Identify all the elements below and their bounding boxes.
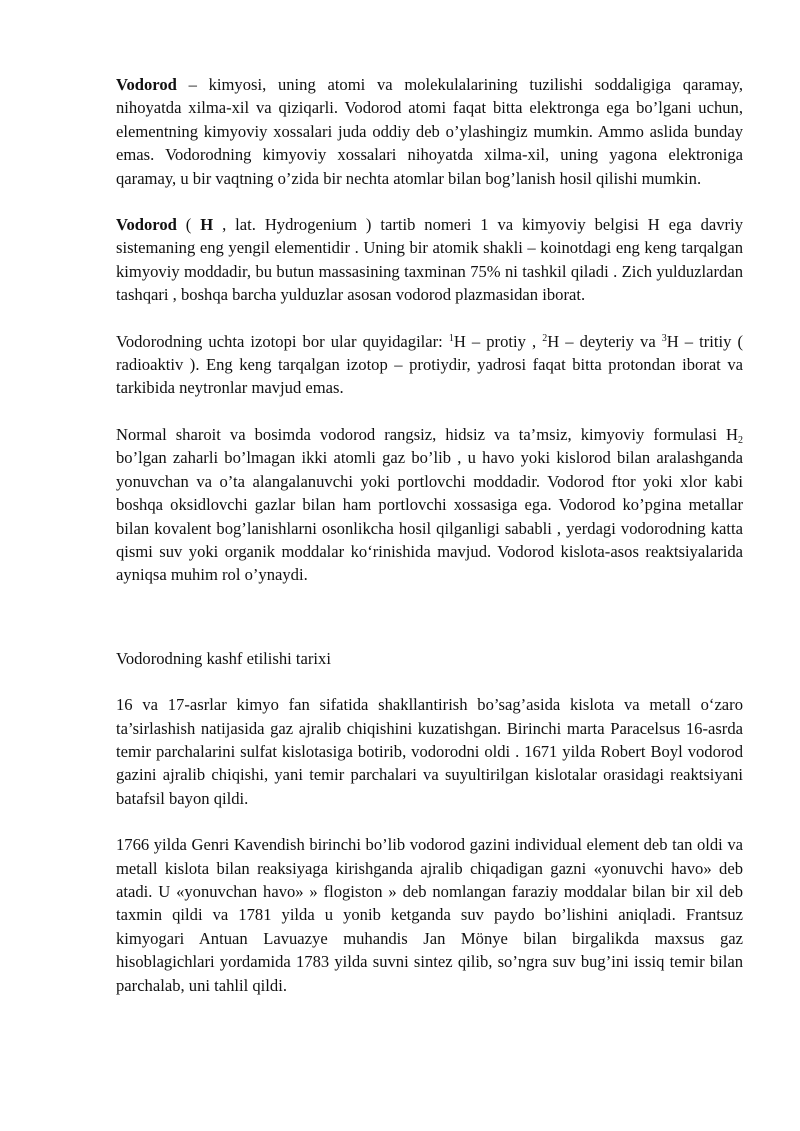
paragraph-text: Vodorodning uchta izotopi bor ular quyidagilar: [116,331,449,351]
mass-number: 2 [542,332,548,344]
paragraph-isotopes [116,330,743,400]
paragraph-history-1: 16 va 17-asrlar kimyo fan sifatida shakllantirish bo’sag’asida kislota va metall o‘zaro ta’sirlashish natijasida gaz ajralib chiqishini kuzatishgan. Birinchi marta Paracelsus 16-asrda temir parchalarini sulfat kislotasiga botirib, vodorodni oldi . 1671 yilda Robert Boyl vodorod gazini ajralib chiqishi, yani temir parchalari va suyultirilgan kislotalar orasidagi reaktsiyani batafsil bayon qildi. [116,695,743,808]
paragraph-text: H – protiy , [453,331,543,351]
paragraph-text: ( [176,215,201,235]
paragraph-text: H – tritiy ( radioaktiv ). Eng keng tarqalgan izotop – protiydir, yadrosi faqat bitta protondan iborat va tarkibida neytronlar mavjud emas. [116,331,744,398]
paragraph-properties [116,423,743,587]
paragraph-text: , lat. Hydrogenium ) tartib nomeri 1 va kimyoviy belgisi H ega davriy sistemaning eng yengil elementidir . Uning bir atomik shakli – koinotdagi eng keng tarqalgan kimyoviy moddadir, bu butun massasining taxminan 75% ni tashkil qiladi . Zich yulduzlardan tashqari , boshqa barcha yulduzlar asosan vodorod plazmasidan iborat. [116,215,743,305]
paragraph-history-2: 1766 yilda Genri Kavendish birinchi bo’lib vodorod gazini individual element deb tan oldi va metall kislota bilan reaksiyaga kirishganda ajralib chiqadigan gazni «yonuvchi havo» deb atadi. U «yonuvchan havo» » flogiston » deb nomlangan faraziy moddalar bilan bir xil deb taxmin qildi va 1781 yilda u yonib ketganda suv paydo bo’lishini aniqladi. Frantsuz kimyogari Antuan Lavuazye muhandis Jan Mönye bilan birgalikda maxsus gaz hisoblagichlari yordamida 1783 yilda suvni sintez qilib, so’ngra suv bug’ini issiq temir bilan parchalab, uni tahlil qildi. [116,835,743,995]
mass-number: 1 [448,332,454,344]
paragraph-text: H – deyteriy va [547,331,662,351]
paragraph-text: bo’lgan zaharli bo’lmagan ikki atomli gaz bo’lib , u havo yoki kislorod bilan aralashganda yonuvchan va o’ta alangalanuvchi yoki portlovchi moddadir. Vodorod ftor yoki xlor kabi boshqa oksidlovchi gazlar bilan ham portlovchi xossasiga ega. Vodorod ko’pgina metallar bilan kovalent bog’lanishlarni osonlikcha hosil qilganligi sababli , yerdagi vodorodning katta qismi suv yoki organik moddalar ko‘rinishida mavjud. Vodorod kislota-asos reaktsiyalarida ayniqsa muhim rol o’ynaydi. [116,448,743,585]
paragraph-definition [116,213,743,307]
mass-number: 3 [661,332,667,344]
section-heading: Vodorodning kashf etilishi tarixi [116,648,331,668]
paragraph-intro [116,73,743,190]
term-vodorod: Vodorod [116,215,177,235]
symbol-h: H [200,215,214,235]
paragraph-text: Normal sharoit va bosimda vodorod rangsiz, hidsiz va ta’msiz, kimyoviy formulasi H [116,424,738,444]
term-vodorod: Vodorod [116,75,177,94]
formula-subscript: 2 [738,434,743,446]
paragraph-text: – kimyosi, uning atomi va molekulalarining tuzilishi soddaligiga qaramay, nihoyatda xilma-xil va qiziqarli. Vodorod atomi faqat bitta elektronga ega bo’lgani uchun, elementning kimyoviy xossalari juda oddiy deb o’ylashingiz mumkin. Ammo aslida bunday emas. Vodorodning kimyoviy xossalari nihoyatda xilma-xil, uning yagona elektroniga qaramay, u bir vaqtning o’zida bir nechta atomlar bilan bog’lanish hosil qilishi mumkin. [116,75,743,188]
